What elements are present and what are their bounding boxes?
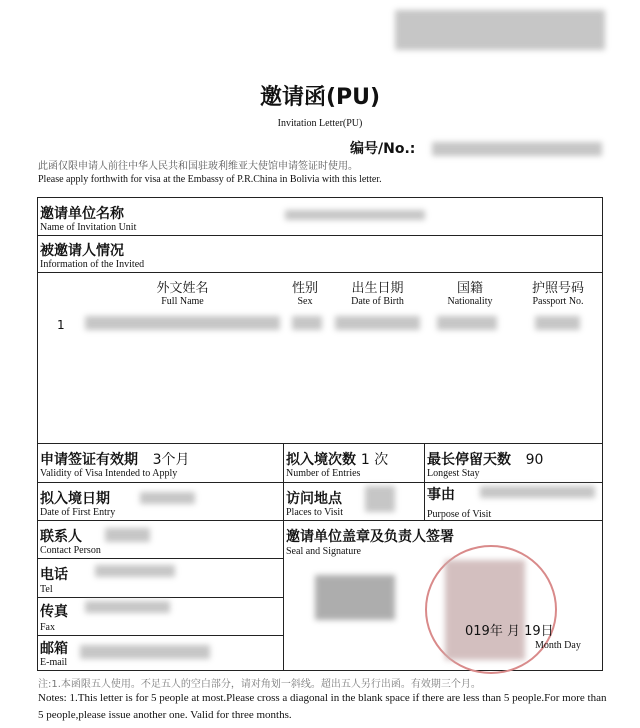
notes-en: Notes: 1.This letter is for 5 people at most.Please cross a diagonal in the blank space if there are less than 5 people.For more than 5 people,please issue another one. Valid for three months. xyxy=(38,692,607,721)
entry-date-en: Date of First Entry xyxy=(40,507,116,518)
date-value: 019年 月 19日 xyxy=(465,624,554,639)
redacted-contact xyxy=(105,528,150,542)
col-sex: 性别 Sex xyxy=(291,281,318,307)
date-en: Month Day xyxy=(535,640,581,651)
page-subtitle: Invitation Letter(PU) xyxy=(277,118,363,129)
redacted-name xyxy=(85,316,280,330)
redacted-seal xyxy=(445,560,525,660)
redacted-header xyxy=(395,10,605,50)
col-nationality: 国籍 Nationality xyxy=(447,281,493,307)
redacted-signature xyxy=(315,575,395,620)
redacted-fax xyxy=(85,601,170,613)
note-cn: 此函仅限申请人前往中华人民共和国驻玻利维亚大使馆申请签证时使用。 xyxy=(38,161,358,172)
col-dob: 出生日期 Date of Birth xyxy=(351,281,404,307)
entries-value: 1 次 xyxy=(360,452,389,468)
redacted-nationality xyxy=(437,316,497,330)
unit-label-cn: 邀请单位名称 xyxy=(40,206,124,222)
invited-label-cn: 被邀请人情况 xyxy=(40,243,124,259)
redacted-places xyxy=(365,486,395,512)
purpose-cn: 事由 xyxy=(427,487,455,503)
unit-label-en: Name of Invitation Unit xyxy=(40,222,137,233)
purpose-en: Purpose of Visit xyxy=(427,509,492,520)
tel-cn: 电话 xyxy=(40,567,68,583)
seal-cn: 邀请单位盖章及负责人签署 xyxy=(286,529,454,545)
redacted-purpose xyxy=(480,486,595,498)
entries-label xyxy=(286,449,388,469)
row-index: 1 xyxy=(57,318,65,332)
contact-cn: 联系人 xyxy=(40,529,82,545)
stay-en: Longest Stay xyxy=(427,468,480,479)
validity-label xyxy=(40,449,190,469)
seal-en: Seal and Signature xyxy=(286,546,361,557)
email-cn: 邮箱 xyxy=(40,641,68,657)
redacted-sex xyxy=(292,316,322,330)
col-passport: 护照号码 Passport No. xyxy=(531,281,584,307)
redacted-passport xyxy=(535,316,580,330)
redacted-dob xyxy=(335,316,420,330)
invited-label-en: Information of the Invited xyxy=(40,259,145,270)
redacted-entry-date xyxy=(140,492,195,504)
stay-label xyxy=(427,449,543,469)
redacted-number xyxy=(432,142,602,156)
redacted-unit xyxy=(285,210,425,220)
places-en: Places to Visit xyxy=(286,507,343,518)
email-en: E-mail xyxy=(40,657,68,668)
stay-cn: 最长停留天数 xyxy=(427,452,511,468)
validity-value: 3个月 xyxy=(152,452,190,468)
notes-cn: 注:1.本函限五人使用。不足五人的空白部分，请对角划一斜线。超出五人另行出函。有效期三个月。 xyxy=(38,679,481,690)
tel-en: Tel xyxy=(40,584,53,595)
redacted-tel xyxy=(95,565,175,577)
validity-cn: 申请签证有效期 xyxy=(40,452,138,468)
number-label: 编号/No.: xyxy=(350,141,416,157)
page-title: 邀请函(PU) xyxy=(259,85,381,110)
entries-en: Number of Entries xyxy=(286,468,361,479)
entries-cn: 拟入境次数 xyxy=(286,452,356,468)
validity-en: Validity of Visa Intended to Apply xyxy=(40,468,178,479)
note-en: Please apply forthwith for visa at the Embassy of P.R.China in Bolivia with this letter. xyxy=(38,174,382,185)
entry-date-cn: 拟入境日期 xyxy=(40,491,110,507)
fax-cn: 传真 xyxy=(40,604,68,620)
contact-en: Contact Person xyxy=(40,545,101,556)
fax-en: Fax xyxy=(40,622,55,633)
col-full-name: 外文姓名 Full Name xyxy=(156,281,209,307)
redacted-email xyxy=(80,645,210,659)
places-cn: 访问地点 xyxy=(286,491,342,507)
stay-value: 90 xyxy=(525,452,544,468)
